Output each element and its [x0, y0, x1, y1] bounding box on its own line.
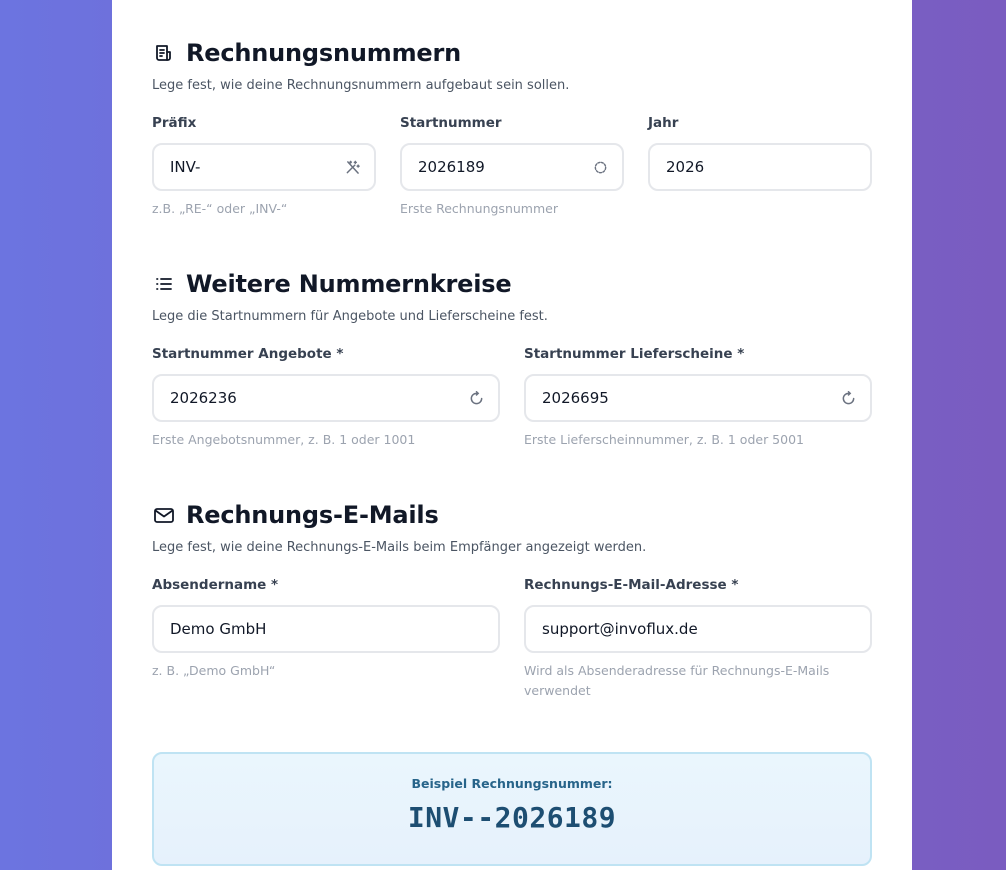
section-title: Rechnungsnummern [186, 39, 461, 67]
section-description: Lege die Startnummern für Angebote und Lieferscheine fest. [152, 309, 548, 324]
number-ranges-section [152, 268, 872, 450]
invoice-email-label: Rechnungs-E-Mail-Adresse * [524, 577, 739, 593]
example-value: INV--2026189 [407, 801, 617, 834]
sender-name-input[interactable] [152, 605, 500, 653]
start-number-field [400, 115, 624, 219]
settings-card [112, 0, 912, 870]
offers-start-value: 2026236 [170, 389, 237, 407]
invoice-numbers-section [152, 37, 872, 219]
delivery-start-label: Startnummer Lieferscheine * [524, 346, 745, 362]
delivery-start-value: 2026695 [542, 389, 609, 407]
offers-start-field [152, 346, 500, 450]
list-icon [152, 272, 176, 296]
section-description: Lege fest, wie deine Rechnungs-E-Mails beim Empfänger angezeigt werden. [152, 540, 647, 555]
start-number-help: Erste Rechnungsnummer [400, 201, 558, 216]
delivery-start-help: Erste Lieferscheinnummer, z. B. 1 oder 5001 [524, 432, 804, 447]
offers-start-label: Startnummer Angebote * [152, 346, 344, 362]
emails-section [152, 499, 872, 701]
sender-name-value: Demo GmbH [170, 620, 267, 638]
mail-icon [152, 503, 176, 527]
invoice-email-help: Wird als Absenderadresse für Rechnungs-E-Mails verwendet [524, 663, 830, 698]
invoice-email-value: support@invoflux.de [542, 620, 698, 638]
prefix-value: INV- [170, 158, 201, 176]
section-title: Rechnungs-E-Mails [186, 501, 439, 529]
section-description: Lege fest, wie deine Rechnungsnummern aufgebaut sein sollen. [152, 78, 570, 93]
start-number-value: 2026189 [418, 158, 485, 176]
prefix-help: z.B. „RE-“ oder „INV-“ [152, 201, 288, 216]
emails-header [152, 499, 872, 531]
refresh-icon[interactable] [592, 159, 608, 175]
start-number-label: Startnummer [400, 115, 502, 131]
prefix-input[interactable] [152, 143, 376, 191]
year-label: Jahr [648, 115, 679, 131]
year-input[interactable] [648, 143, 872, 191]
example-invoice-number-box [152, 752, 872, 866]
prefix-field [152, 115, 376, 219]
prefix-label: Präfix [152, 115, 197, 131]
delivery-start-input[interactable] [524, 374, 872, 422]
sender-name-label: Absendername * [152, 577, 279, 593]
offers-start-input[interactable] [152, 374, 500, 422]
sender-name-help: z. B. „Demo GmbH“ [152, 663, 276, 678]
delivery-start-field [524, 346, 872, 450]
example-label: Beispiel Rechnungsnummer: [411, 776, 613, 791]
refresh-icon[interactable] [840, 390, 856, 406]
invoice-email-field [524, 577, 872, 701]
magic-wand-icon[interactable] [344, 159, 360, 175]
offers-start-help: Erste Angebotsnummer, z. B. 1 oder 1001 [152, 432, 416, 447]
invoice-numbers-header [152, 37, 872, 69]
year-field [648, 115, 872, 219]
start-number-input[interactable] [400, 143, 624, 191]
sender-name-field [152, 577, 500, 701]
year-value: 2026 [666, 158, 705, 176]
refresh-icon[interactable] [468, 390, 484, 406]
invoice-email-input[interactable] [524, 605, 872, 653]
receipt-icon [152, 41, 176, 65]
section-title: Weitere Nummernkreise [186, 270, 512, 298]
number-ranges-header [152, 268, 872, 300]
